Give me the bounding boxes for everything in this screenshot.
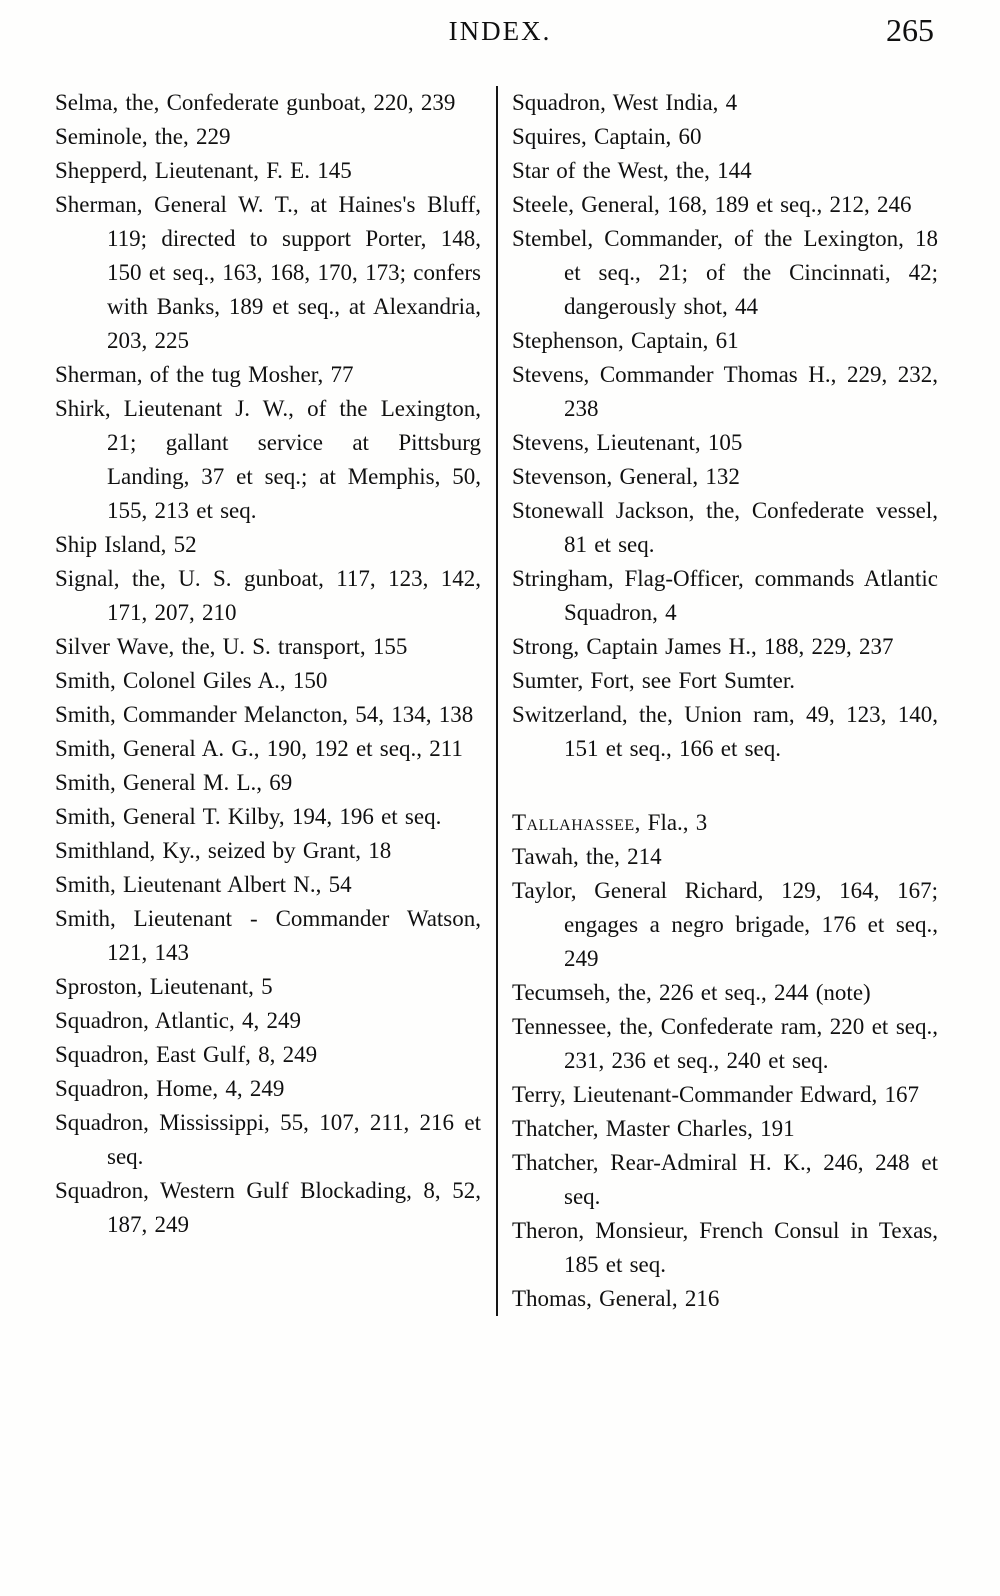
index-entry: Tawah, the, 214 bbox=[512, 844, 662, 869]
page-number: 265 bbox=[886, 12, 934, 48]
index-entry: Smith, General M. L., 69 bbox=[55, 770, 293, 795]
index-entry: Sherman, General W. T., at Haines's Bluff, 119; directed to support Porter, 148, 150 et seq., 163, 168, 170, 173; confers with Banks, 189 et seq., at Alexandria, 203, 225 bbox=[55, 192, 481, 353]
index-entry: Stringham, Flag-Officer, commands Atlantic Squadron, 4 bbox=[512, 566, 938, 625]
index-entry: Ship Island, 52 bbox=[55, 532, 197, 557]
index-entry: Sherman, of the tug Mosher, 77 bbox=[55, 362, 354, 387]
index-entry: Tennessee, the, Confederate ram, 220 et seq., 231, 236 et seq., 240 et seq. bbox=[512, 1014, 938, 1073]
index-entry: Smith, Lieutenant Albert N., 54 bbox=[55, 872, 352, 897]
index-entry: Steele, General, 168, 189 et seq., 212, 246 bbox=[512, 192, 912, 217]
index-entry: Stevenson, General, 132 bbox=[512, 464, 740, 489]
index-entry: Sumter, Fort, see Fort Sumter. bbox=[512, 668, 795, 693]
index-entry: Shepperd, Lieutenant, F. E. 145 bbox=[55, 158, 352, 183]
index-entry: Smith, Commander Melancton, 54, 134, 138 bbox=[55, 702, 474, 727]
index-entry: Seminole, the, 229 bbox=[55, 124, 231, 149]
index-entry: Stephenson, Captain, 61 bbox=[512, 328, 739, 353]
index-entry: Star of the West, the, 144 bbox=[512, 158, 752, 183]
index-entry: Selma, the, Confederate gunboat, 220, 239 bbox=[55, 90, 456, 115]
index-entry: Strong, Captain James H., 188, 229, 237 bbox=[512, 634, 894, 659]
index-entry: Thomas, General, 216 bbox=[512, 1286, 720, 1311]
index-entry: Thatcher, Master Charles, 191 bbox=[512, 1116, 795, 1141]
index-entry: Squires, Captain, 60 bbox=[512, 124, 702, 149]
index-column-right bbox=[512, 86, 938, 1316]
index-entry: Stevens, Lieutenant, 105 bbox=[512, 430, 743, 455]
index-entry: Taylor, General Richard, 129, 164, 167; engages a negro brigade, 176 et seq., 249 bbox=[512, 878, 938, 971]
index-columns bbox=[55, 86, 938, 1316]
index-entry: Squadron, Western Gulf Blockading, 8, 52, 187, 249 bbox=[55, 1178, 481, 1237]
index-entry: Squadron, Home, 4, 249 bbox=[55, 1076, 285, 1101]
index-entry: Smith, General T. Kilby, 194, 196 et seq. bbox=[55, 804, 442, 829]
column-divider-rule bbox=[496, 86, 498, 1316]
index-entry: Shirk, Lieutenant J. W., of the Lexington, 21; gallant service at Pittsburg Landing, 37 et seq.; at Memphis, 50, 155, 213 et seq. bbox=[55, 396, 481, 523]
index-entry: Thatcher, Rear-Admiral H. K., 246, 248 et seq. bbox=[512, 1150, 938, 1209]
index-entry: Terry, Lieutenant-Commander Edward, 167 bbox=[512, 1082, 919, 1107]
index-entry: Tecumseh, the, 226 et seq., 244 (note) bbox=[512, 980, 871, 1005]
index-entry: Squadron, Atlantic, 4, 249 bbox=[55, 1008, 301, 1033]
index-entry: Theron, Monsieur, French Consul in Texas, 185 et seq. bbox=[512, 1218, 938, 1277]
index-entry: Squadron, Mississippi, 55, 107, 211, 216 et seq. bbox=[55, 1110, 481, 1169]
index-entry: Smith, General A. G., 190, 192 et seq., 211 bbox=[55, 736, 463, 761]
index-entry: Smithland, Ky., seized by Grant, 18 bbox=[55, 838, 392, 863]
index-entry: Stevens, Commander Thomas H., 229, 232, 238 bbox=[512, 362, 938, 421]
index-entry: Silver Wave, the, U. S. transport, 155 bbox=[55, 634, 408, 659]
index-entry: Sproston, Lieutenant, 5 bbox=[55, 974, 273, 999]
index-entry: Stonewall Jackson, the, Confederate vessel, 81 et seq. bbox=[512, 498, 938, 557]
index-entry: Squadron, West India, 4 bbox=[512, 90, 738, 115]
page-title: INDEX. bbox=[448, 16, 552, 46]
index-entry: Signal, the, U. S. gunboat, 117, 123, 142, 171, 207, 210 bbox=[55, 566, 481, 625]
index-entry: Squadron, East Gulf, 8, 249 bbox=[55, 1042, 318, 1067]
index-entry: Tallahassee, Fla., 3 bbox=[512, 810, 708, 835]
index-entry: Stembel, Commander, of the Lexington, 18 et seq., 21; of the Cincinnati, 42; dangerously shot, 44 bbox=[512, 226, 938, 319]
small-caps-heading: Tallahassee bbox=[512, 810, 635, 835]
index-entry: Smith, Colonel Giles A., 150 bbox=[55, 668, 328, 693]
index-entry: Switzerland, the, Union ram, 49, 123, 140, 151 et seq., 166 et seq. bbox=[512, 702, 938, 761]
index-column-left bbox=[55, 86, 481, 1316]
index-entry: Smith, Lieutenant - Commander Watson, 121, 143 bbox=[55, 906, 481, 965]
